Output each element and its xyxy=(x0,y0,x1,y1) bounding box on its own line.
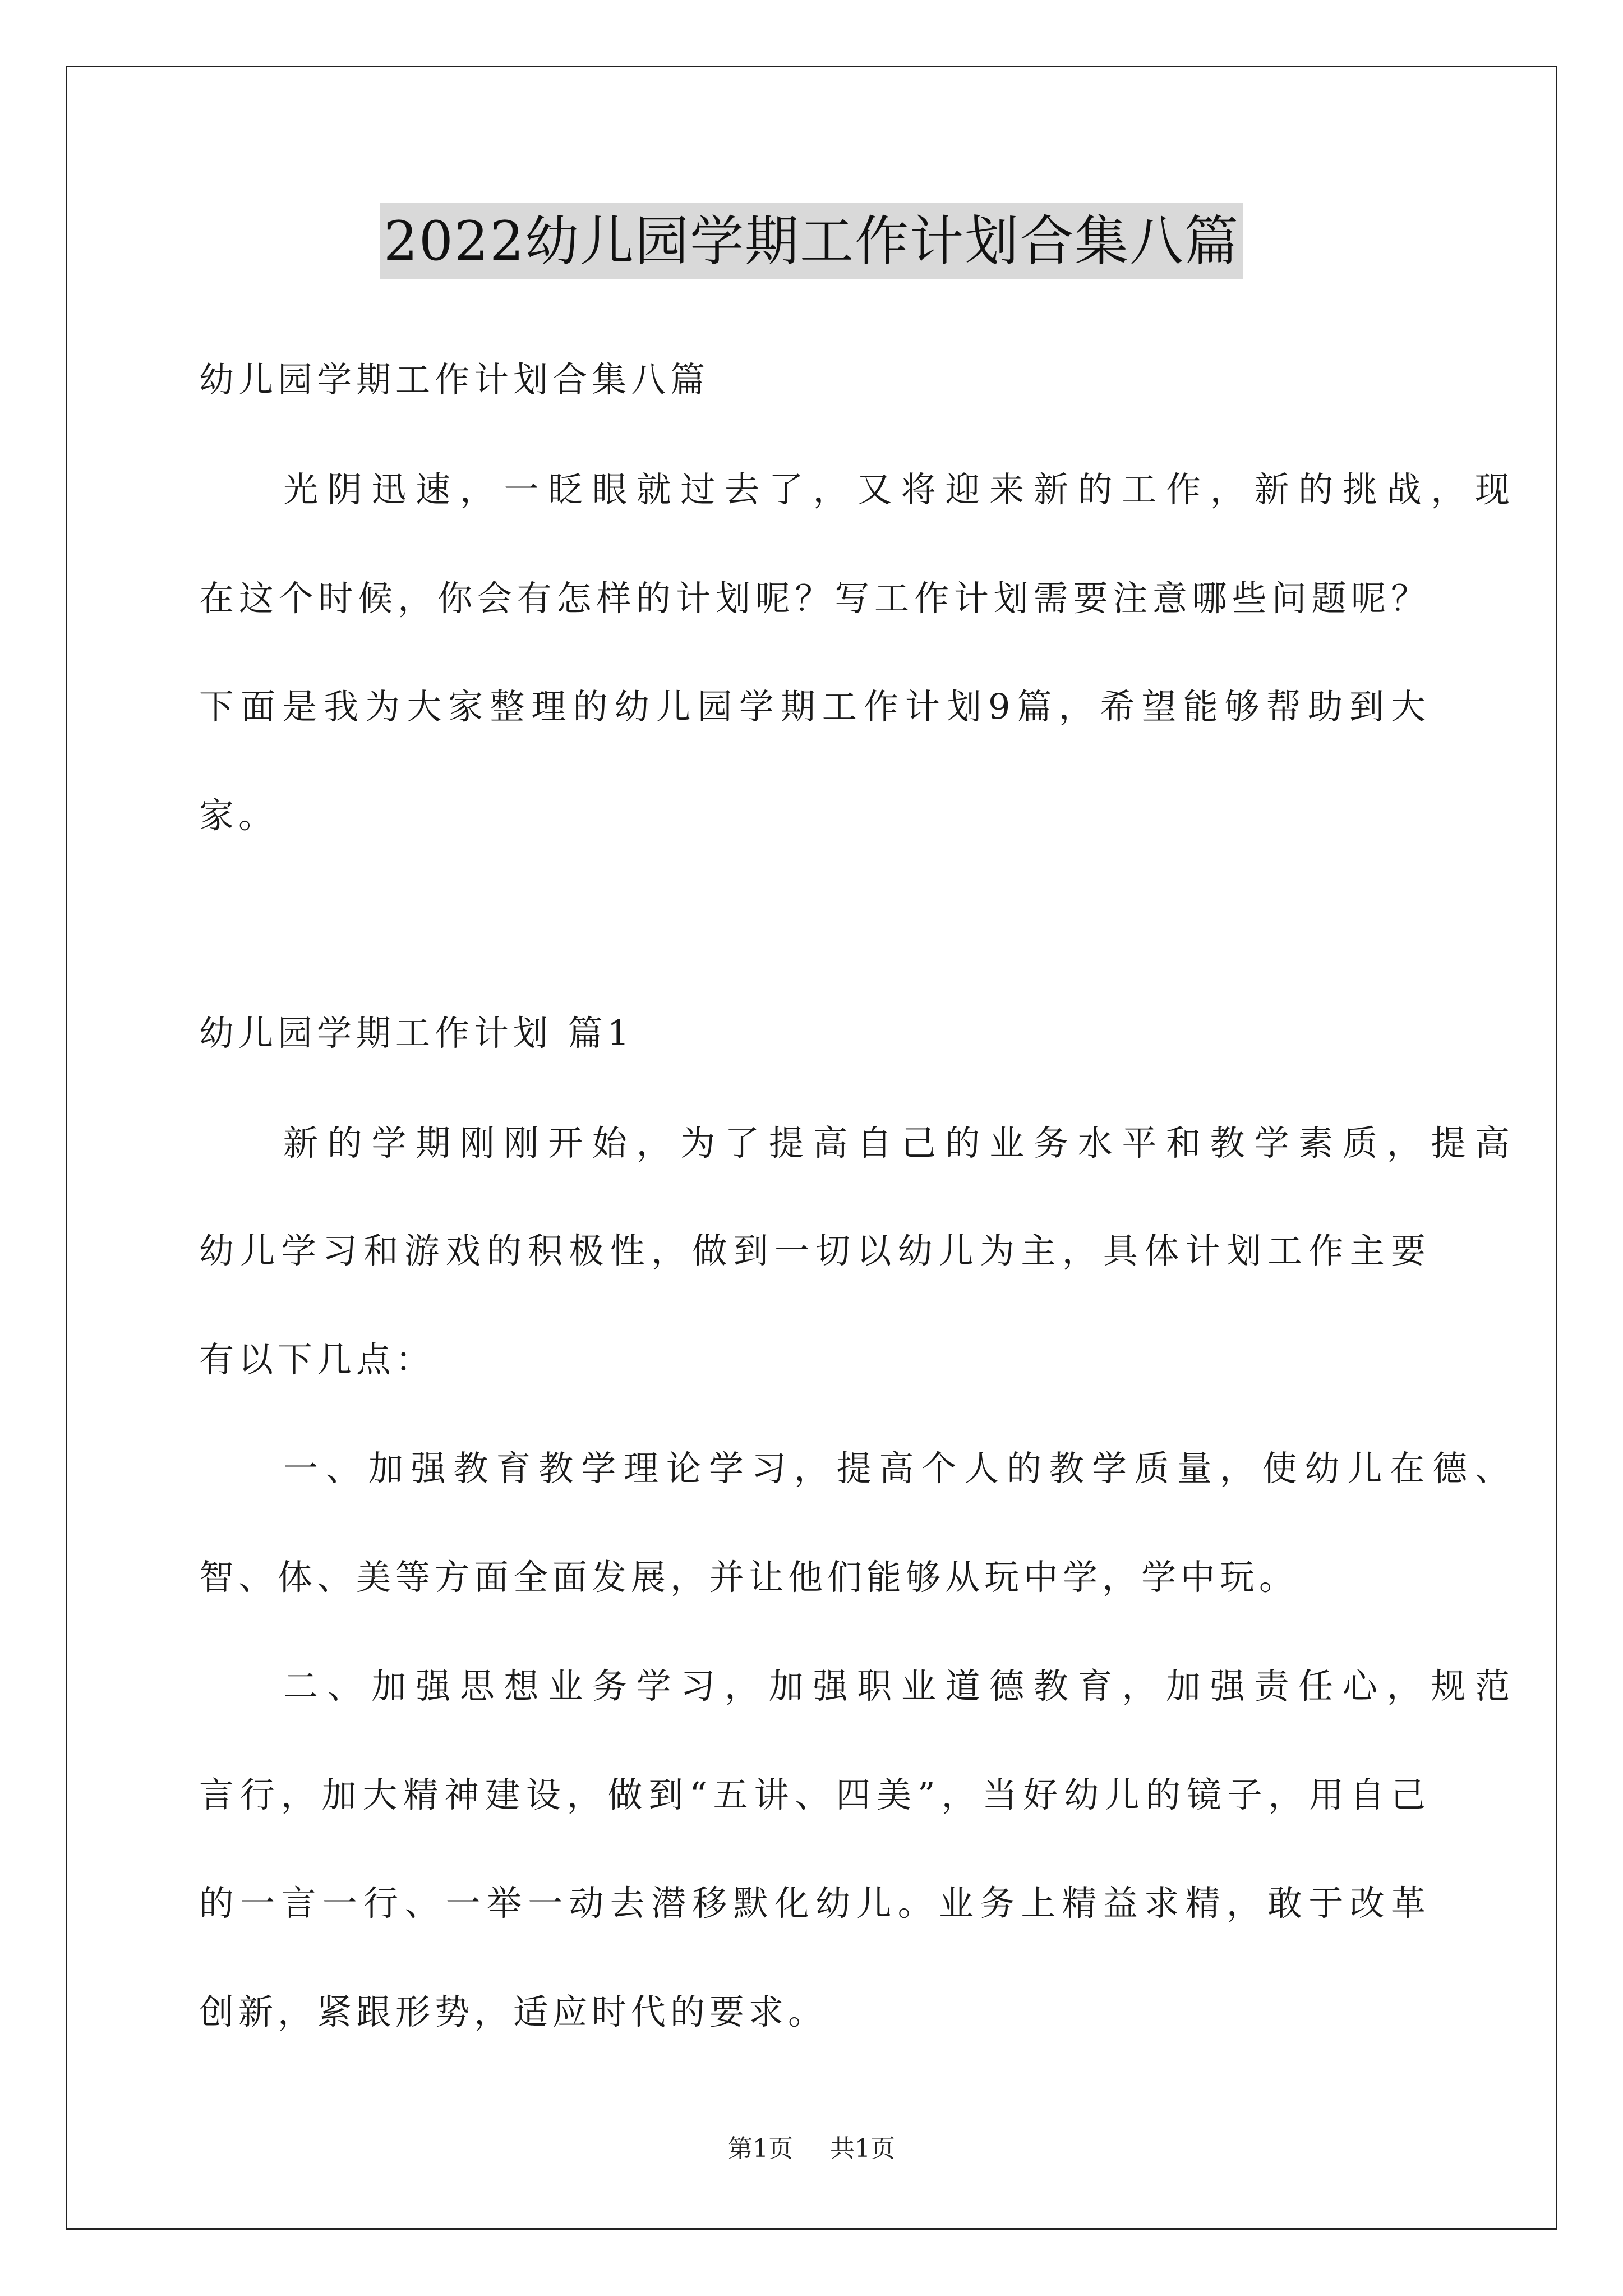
intro-paragraph-line-4: 家。 xyxy=(199,795,278,836)
document-title: 2022幼儿园学期工作计划合集八篇 xyxy=(380,203,1243,279)
page-number-current: 第1页 xyxy=(728,2134,793,2163)
section1-paragraph3-line-1: 二、加强思想业务学习，加强职业道德教育，加强责任心，规范 xyxy=(283,1665,1514,1706)
section1-paragraph3-line-3: 的一言一行、一举一动去潜移默化幼儿。业务上精益求精，敢于改革 xyxy=(199,1883,1430,1924)
section1-paragraph2-line-2: 智、体、美等方面全面发展，并让他们能够从玩中学，学中玩。 xyxy=(199,1557,1299,1598)
title-container xyxy=(0,203,1623,279)
section1-paragraph3-line-2: 言行，加大精神建设，做到“五讲、四美”，当好幼儿的镜子，用自己 xyxy=(199,1774,1430,1815)
section1-paragraph1-line-3: 有以下几点： xyxy=(199,1339,435,1380)
page-footer xyxy=(0,2128,1623,2164)
page-number-total: 共1页 xyxy=(830,2134,895,2163)
section1-paragraph3-line-4: 创新，紧跟形势，适应时代的要求。 xyxy=(199,1991,828,2032)
subtitle-line: 幼儿园学期工作计划合集八篇 xyxy=(199,359,710,400)
intro-paragraph-line-3: 下面是我为大家整理的幼儿园学期工作计划9篇，希望能够帮助到大 xyxy=(199,686,1430,727)
section-heading-1: 幼儿园学期工作计划 篇1 xyxy=(199,1013,634,1053)
intro-paragraph-line-1: 光阴迅速，一眨眼就过去了，又将迎来新的工作，新的挑战，现 xyxy=(283,469,1514,510)
section1-paragraph2-line-1: 一、加强教育教学理论学习，提高个人的教学质量，使幼儿在德、 xyxy=(283,1448,1514,1489)
section1-paragraph1-line-2: 幼儿学习和游戏的积极性，做到一切以幼儿为主，具体计划工作主要 xyxy=(199,1230,1430,1271)
section1-paragraph1-line-1: 新的学期刚刚开始，为了提高自己的业务水平和教学素质，提高 xyxy=(283,1122,1514,1163)
intro-paragraph-line-2: 在这个时候，你会有怎样的计划呢？写工作计划需要注意哪些问题呢？ xyxy=(199,578,1430,619)
